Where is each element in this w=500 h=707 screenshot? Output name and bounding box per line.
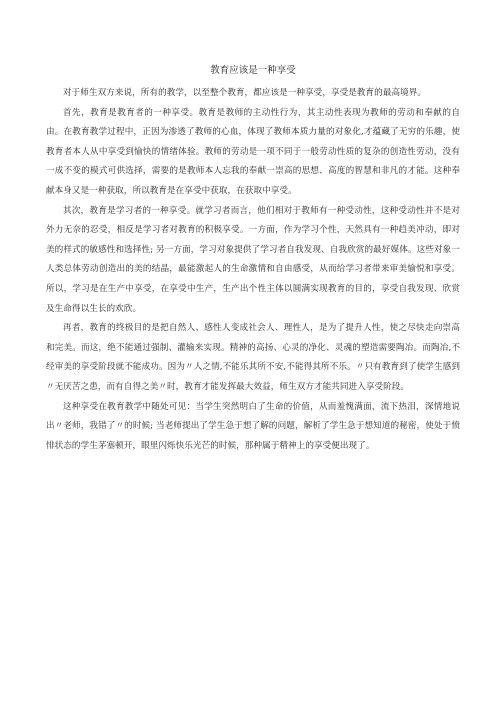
paragraph-teacher-enjoyment: 首先，教育是教育者的一种享受。教育是教师的主动性行为，其主动性表现为教师的劳动和奉献的自由。在教育教学过程中，正因为渗透了教师的心血，体现了教师本质力量的对象化,才蕴藏了无穷的乐趣，使教育者本人从中享受到愉快的情绪体验。教师的劳动是一项不同于一般劳动性质的复杂的创造性劳动，没有一成不变的模式可供选择，需要的是教师本人忘我的奉献一崇高的思想、高度的智慧和非凡的才能。这种奉献本身又是一种获取，所以教育是在享受中获取，在获取中享受。 (46, 107, 460, 196)
document-page (46, 64, 460, 456)
paragraph-intro: 对于师生双方来说，所有的教学，以至整个教育，都应该是一种享受，享受是教育的最高境界。 (63, 88, 427, 98)
paragraph-learner-enjoyment: 其次，教育是学习者的一种享受。就学习者而言，他们相对于教师有一种受动性，这种受动性并不是对外力无奈的忍受，相反是学习者对教育的积极享受。一方面，作为学习个性，天然具有一种趋美冲动，即对美的样式的敏感性和选择性; 另一方面，学习对象提供了学习者自我发现、自我欣赏的最好媒体。这些对象一人类总体劳动创造出的美的结晶，最能激起人的生命激情和自由感受，从而给学习者带来审美愉悦和享受。所以，学习是在生产中享受，在享受中生产，生产出个性主体以圆满实现教育的目的，享受自我发现、欣赏及生命得以生长的欢欣。 (46, 205, 460, 314)
paragraph-ultimate-goal: 再者，教育的终极目的是把自然人、感性人变成社会人、理性人，是为了提升人性，使之尽快走向崇高和完美。而这，绝不能通过强制、灌输来实现。精神的高扬、心灵的净化、灵魂的塑造需要陶冶。而陶冶,不经审美的享受阶段就不能成功。因为〃人之情,不能乐其所不安,不能得其所不乐。〃只有教育到了使学生感到〃无厌苦之患，而有自得之美〃时，教育才能发挥最大效益，师生双方才能共同进入享受阶段。 (46, 323, 460, 392)
document-title: 教育应该是一种享受 (210, 65, 296, 76)
paragraph-examples: 这种享受在教育教学中随处可见：当学生突然明白了生命的价值，从而羞愧满面，流下热泪，深情地说出〃老师，我错了〃的时候; 当老师提出了学生急于想了解的问题，解析了学生急于想知道的秘密，使处于愤悱状态的学生茅塞顿开，眼里闪烁快乐光芒的时候，那种属于精神上的享受便出现了。 (46, 401, 460, 451)
